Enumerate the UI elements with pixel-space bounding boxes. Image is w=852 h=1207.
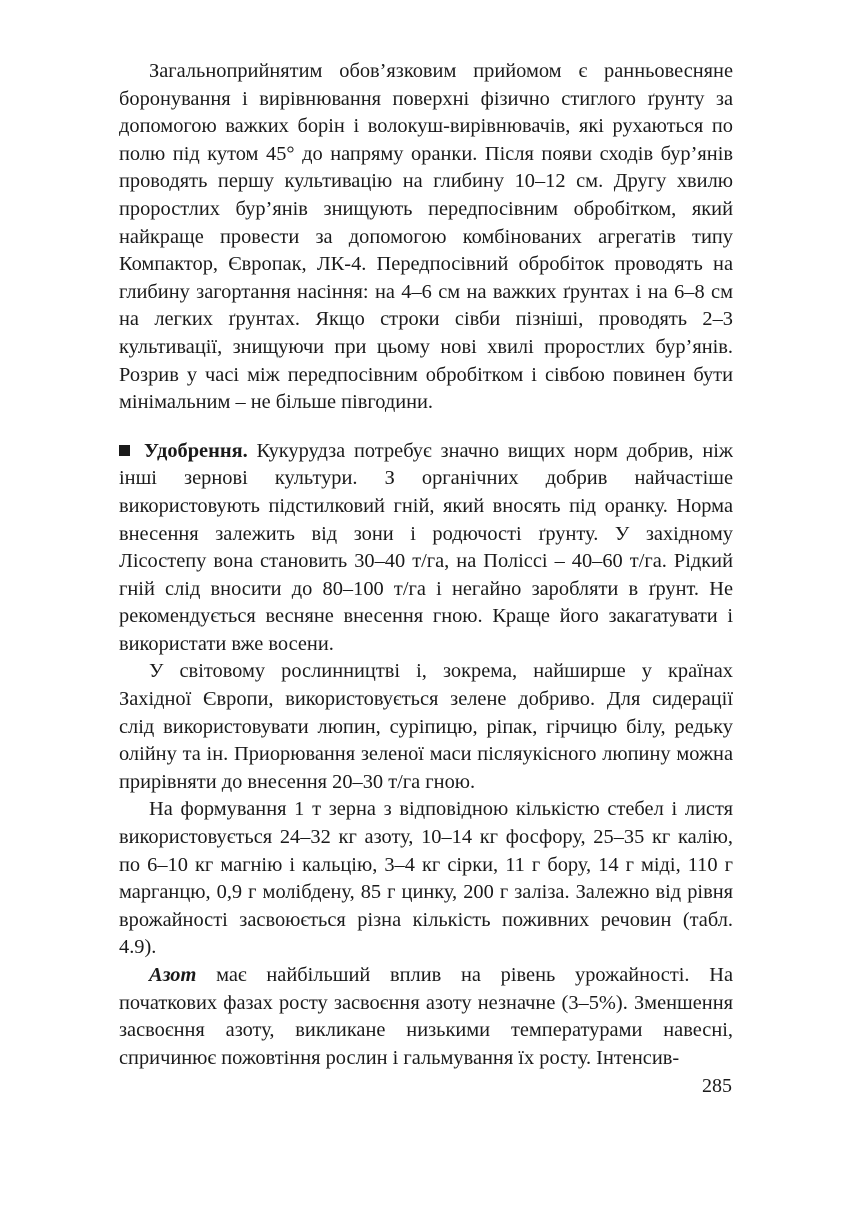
paragraph-nitrogen <box>119 962 733 1072</box>
fertilization-text: Кукурудза потребує значно вищих норм добрив, ніж інші зернові культури. З органічних добрив найчастіше використовують підстилковий гній, який вносять під оранку. Норма внесення залежить від зони і родючості ґрунту. У західному Лісостепу вона становить 30–40 т/га, на Поліссі – 40–60 т/га. Рідкий гній слід вносити до 80–100 т/га і негайно заробляти в ґрунт. Не рекомендується весняне внесення гною. Краще його закагатувати і використати вже восени. <box>119 439 733 655</box>
section-heading-fertilization: Удобрення. <box>144 439 248 462</box>
paragraph-nutrient-uptake: На формування 1 т зерна з відповідною кількістю стебел і листя використовується 24–32 кг азоту, 10–14 кг фосфору, 25–35 кг калію, по 6–10 кг магнію і кальцію, 3–4 кг сірки, 11 г бору, 14 г міді, 110 г марганцю, 0,9 г молібдену, 85 г цинку, 200 г заліза. Залежно від рівня врожайності засвоюється різна кількість поживних речовин (табл. 4.9). <box>119 798 733 959</box>
square-bullet-icon <box>119 445 130 456</box>
nitrogen-text: має найбільший вплив на рівень урожайності. На початкових фазах росту засвоєння азоту незначне (3–5%). Зменшення засвоєння азоту, викликане низькими температурами навесні, спричинює пожовтіння рослин і гальмування їх росту. Інтенсив- <box>119 964 733 1069</box>
page-body <box>119 58 733 1072</box>
paragraph-fertilization <box>119 438 733 659</box>
paragraph-soil-tillage: Загальноприйнятим обов’язковим прийомом є ранньовесняне боронування і вирівнювання поверхні фізично стиглого ґрунту за допомогою важких борін і волокуш-вирівнювачів, які рухаються по полю під кутом 45° до напряму оранки. Після появи сходів бур’янів проводять першу культивацію на глибину 10–12 см. Другу хвилю проростлих бур’янів знищують передпосівним обробітком, який найкраще провести за допомогою комбінованих агрегатів типу Компактор, Європак, ЛК-4. Передпосівний обробіток проводять на глибину загортання насіння: на 4–6 см на важких ґрунтах і на 6–8 см на легких ґрунтах. Якщо строки сівби пізніші, проводять 2–3 культивації, знищуючи при цьому нові хвилі проростлих бур’янів. Розрив у часі між передпосівним обробітком і сівбою повинен бути мінімальним – не більше півгодини. <box>119 60 733 414</box>
term-nitrogen: Азот <box>149 964 197 986</box>
page-number: 285 <box>702 1075 732 1097</box>
paragraph-green-manure: У світовому рослинництві і, зокрема, найширше у країнах Західної Європи, використовується зелене добриво. Для сидерації слід використовувати люпин, суріпицю, ріпак, гірчицю білу, редьку олійну та ін. Приорювання зеленої маси післяукісного люпину можна прирівняти до внесення 20–30 т/га гною. <box>119 660 733 793</box>
